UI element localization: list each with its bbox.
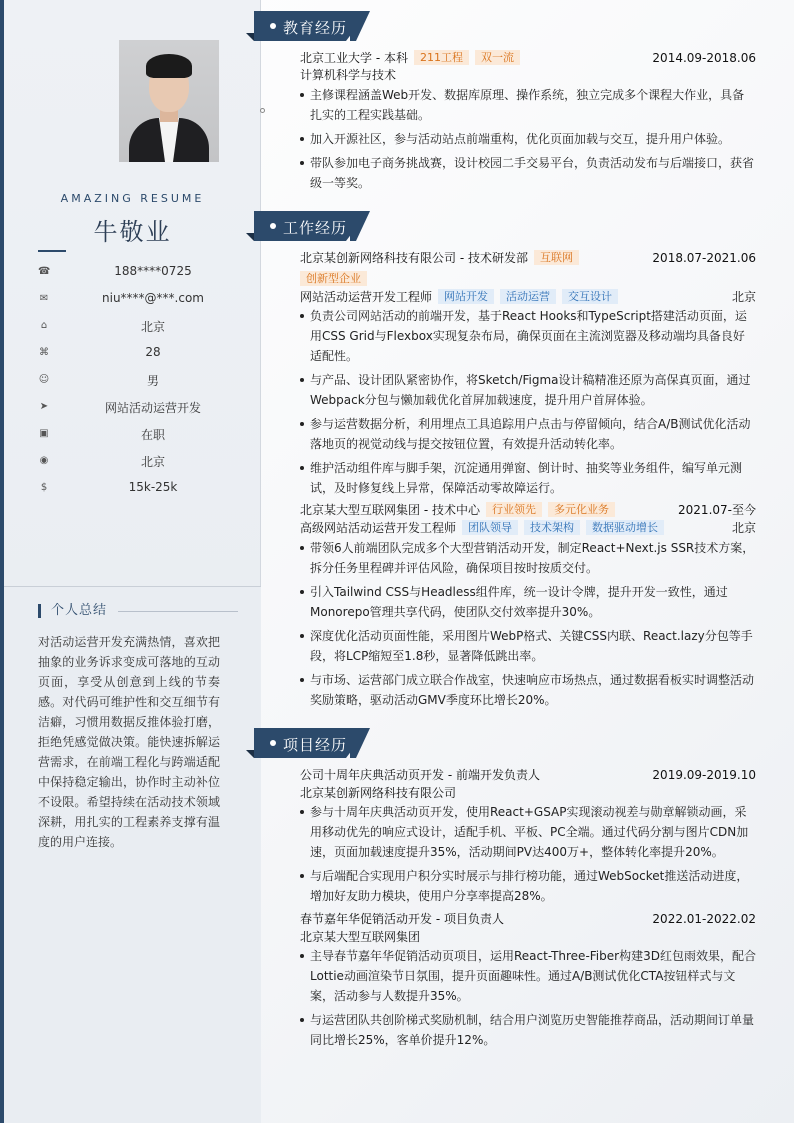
- info-value: 在职: [140, 428, 165, 442]
- profile-photo: [119, 40, 219, 162]
- location-icon: ◉: [39, 455, 49, 466]
- job-bullet: 负责公司网站活动的前端开发，基于React Hooks和TypeScript搭建活动页面，运用CSS Grid与Flexbox实现复杂布局，确保页面在主流浏览器及移动端均具备良好适配性。: [300, 306, 756, 366]
- summary-title-rule: [118, 611, 238, 612]
- job-bullet: 带领6人前端团队完成多个大型营销活动开发，制定React+Next.js SSR技术方案，拆分任务里程碑并评估风险，确保项目按时按质交付。: [300, 538, 756, 578]
- info-row: [38, 345, 248, 365]
- job-company: 北京某大型互联网集团 - 技术中心: [300, 503, 480, 517]
- job-bullet: 参与运营数据分析，利用埋点工具追踪用户点击与停留倾向，结合A/B测试优化活动落地页的视觉动线与提交按钮位置，有效提升活动转化率。: [300, 414, 756, 454]
- company-tag: 创新型企业: [300, 271, 367, 286]
- project-org: 北京某大型互联网集团: [300, 930, 421, 944]
- education-school-row: [300, 49, 756, 67]
- education-bullet: 加入开源社区，参与活动站点前端重构，优化页面加载与交互，提升用户体验。: [300, 129, 756, 149]
- project-name: 公司十周年庆典活动页开发 - 前端开发负责人: [300, 768, 540, 782]
- section-title: 工作经历: [283, 219, 348, 237]
- job-bullet: 与市场、运营部门成立联合作战室，快速响应市场热点，通过数据看板实时调整活动奖励策略，驱动活动GMV季度环比增长20%。: [300, 670, 756, 710]
- company-tag: 互联网: [534, 250, 579, 265]
- school-tag: 211工程: [414, 50, 469, 65]
- position-tag: 交互设计: [562, 289, 618, 304]
- project-bullet: 参与十周年庆典活动页开发，使用React+GSAP实现滚动视差与勋章解锁动画，采用移动优先的响应式设计，适配手机、平板、PC全端。通过代码分割与图片CDN加速，页面加载速度提升35%，活动期间PV达400万+，整体转化率提升20%。: [300, 802, 756, 862]
- info-value: niu****@***.com: [102, 291, 204, 305]
- position-tag: 数据驱动增长: [586, 520, 664, 535]
- job-company-tags-row: [300, 270, 756, 288]
- section-title: 教育经历: [283, 19, 348, 37]
- info-row: [38, 426, 248, 446]
- project-bullet: 与后端配合实现用户积分实时展示与排行榜功能，通过WebSocket推送活动进度，增加好友助力模块，使用户分享率提高28%。: [300, 866, 756, 906]
- job-date: 2018.07-2021.06: [652, 251, 756, 265]
- education-bullet: 主修课程涵盖Web开发、数据库原理、操作系统，独立完成多个课程大作业，具备扎实的工程实践基础。: [300, 85, 756, 125]
- project-bullet: 主导春节嘉年华促销活动页项目，运用React-Three-Fiber构建3D红包雨效果，配合Lottie动画渲染节日氛围，提升页面趣味性。通过A/B测试优化CTA按钮样式与文案，活动参与人数提升35%。: [300, 946, 756, 1006]
- info-row: [38, 372, 248, 392]
- info-row: [38, 453, 248, 473]
- project-date: 2022.01-2022.02: [652, 912, 756, 926]
- project-date: 2019.09-2019.10: [652, 768, 756, 782]
- position-tag: 团队领导: [462, 520, 518, 535]
- section-header-work: [254, 211, 370, 241]
- job-city: 北京: [731, 290, 756, 304]
- info-value: 28: [145, 345, 161, 359]
- info-value: 北京: [140, 455, 165, 469]
- briefcase-icon: ▣: [39, 428, 49, 439]
- company-tag: 行业领先: [486, 502, 542, 517]
- dollar-icon: $: [40, 482, 48, 493]
- position-tag: 活动运营: [500, 289, 556, 304]
- job-company-row: [300, 249, 756, 267]
- position-tag: 技术架构: [524, 520, 580, 535]
- smile-icon: ☺: [38, 374, 50, 385]
- section-title: 项目经历: [283, 736, 348, 754]
- job-position: 高级网站活动运营开发工程师: [300, 521, 457, 535]
- summary-title: 个人总结: [38, 604, 107, 618]
- phone-icon: ☎: [38, 266, 51, 277]
- name-underline: [38, 250, 66, 252]
- school-tag: 双一流: [475, 50, 520, 65]
- section-header-education: [254, 11, 370, 41]
- section-header-projects: [254, 728, 370, 758]
- summary-text: 对活动运营开发充满热情，喜欢把抽象的业务诉求变成可落地的互动页面，享受从创意到上线的节奏感。对代码可维护性和交互细节有洁癖，习惯用数据反推体验打磨，拒绝凭感觉做决策。能快速拆解运营需求，在前端工程化与跨端适配中保持稳定输出，协作时主动补位不设限。希望持续在活动技术领域深耕，用扎实的工程素养支撑有温度的用户连接。: [38, 635, 220, 849]
- job-bullet: 深度优化活动页面性能，采用图片WebP格式、关键CSS内联、React.lazy分包等手段，将LCP缩短至1.8秒，显著降低跳出率。: [300, 626, 756, 666]
- project-name-row: [300, 910, 756, 928]
- job-position-row: [300, 288, 756, 306]
- info-row: [38, 291, 248, 311]
- info-value: 北京: [140, 320, 165, 334]
- info-row: [38, 399, 248, 419]
- job-date: 2021.07-至今: [678, 503, 756, 517]
- job-company-row: [300, 501, 756, 519]
- job-position-row: [300, 519, 756, 537]
- info-value: 男: [146, 374, 159, 388]
- candidate-name: 牛敬业: [93, 218, 172, 246]
- resume-tagline: AMAZING RESUME: [60, 192, 205, 205]
- info-value: 网站活动运营开发: [104, 401, 201, 415]
- job-bullet: 引入Tailwind CSS与Headless组件库，统一设计令牌，提升开发一致性，通过Monorepo管理共享代码，使团队交付效率提升30%。: [300, 582, 756, 622]
- job-company: 北京某创新网络科技有限公司 - 技术研发部: [300, 251, 528, 265]
- education-bullet: 带队参加电子商务挑战赛，设计校园二手交易平台，负责活动发布与后端接口，获省级一等奖。: [300, 153, 756, 193]
- company-tag: 多元化业务: [548, 502, 615, 517]
- mail-icon: ✉: [39, 293, 49, 304]
- send-icon: ➤: [39, 401, 49, 412]
- sidebar: [4, 0, 261, 1123]
- info-row: [38, 264, 248, 284]
- info-row: [38, 480, 248, 500]
- education-date: 2014.09-2018.06: [652, 51, 756, 65]
- home-icon: ⌂: [40, 320, 48, 331]
- cake-icon: ⌘: [39, 347, 49, 358]
- job-city: 北京: [731, 521, 756, 535]
- job-bullet: 维护活动组件库与脚手架，沉淀通用弹窗、倒计时、抽奖等业务组件，编写单元测试，及时修复线上异常，保障活动零故障运行。: [300, 458, 756, 498]
- position-tag: 网站开发: [438, 289, 494, 304]
- school-name: 北京工业大学 - 本科: [300, 51, 408, 65]
- project-bullet: 与运营团队共创阶梯式奖励机制，结合用户浏览历史智能推荐商品，活动期间订单量同比增长25%，客单价提升12%。: [300, 1010, 756, 1050]
- job-position: 网站活动运营开发工程师: [300, 290, 433, 304]
- info-value: 188****0725: [114, 264, 192, 278]
- education-major: 计算机科学与技术: [300, 68, 397, 82]
- decorative-circle: [260, 108, 265, 113]
- project-org: 北京某创新网络科技有限公司: [300, 786, 457, 800]
- project-name-row: [300, 766, 756, 784]
- info-row: [38, 318, 248, 338]
- project-name: 春节嘉年华促销活动开发 - 项目负责人: [300, 912, 504, 926]
- job-bullet: 与产品、设计团队紧密协作，将Sketch/Figma设计稿精准还原为高保真页面，通过Webpack分包与懒加载优化首屏加载速度，提升用户首屏体验。: [300, 370, 756, 410]
- info-value: 15k-25k: [128, 480, 178, 494]
